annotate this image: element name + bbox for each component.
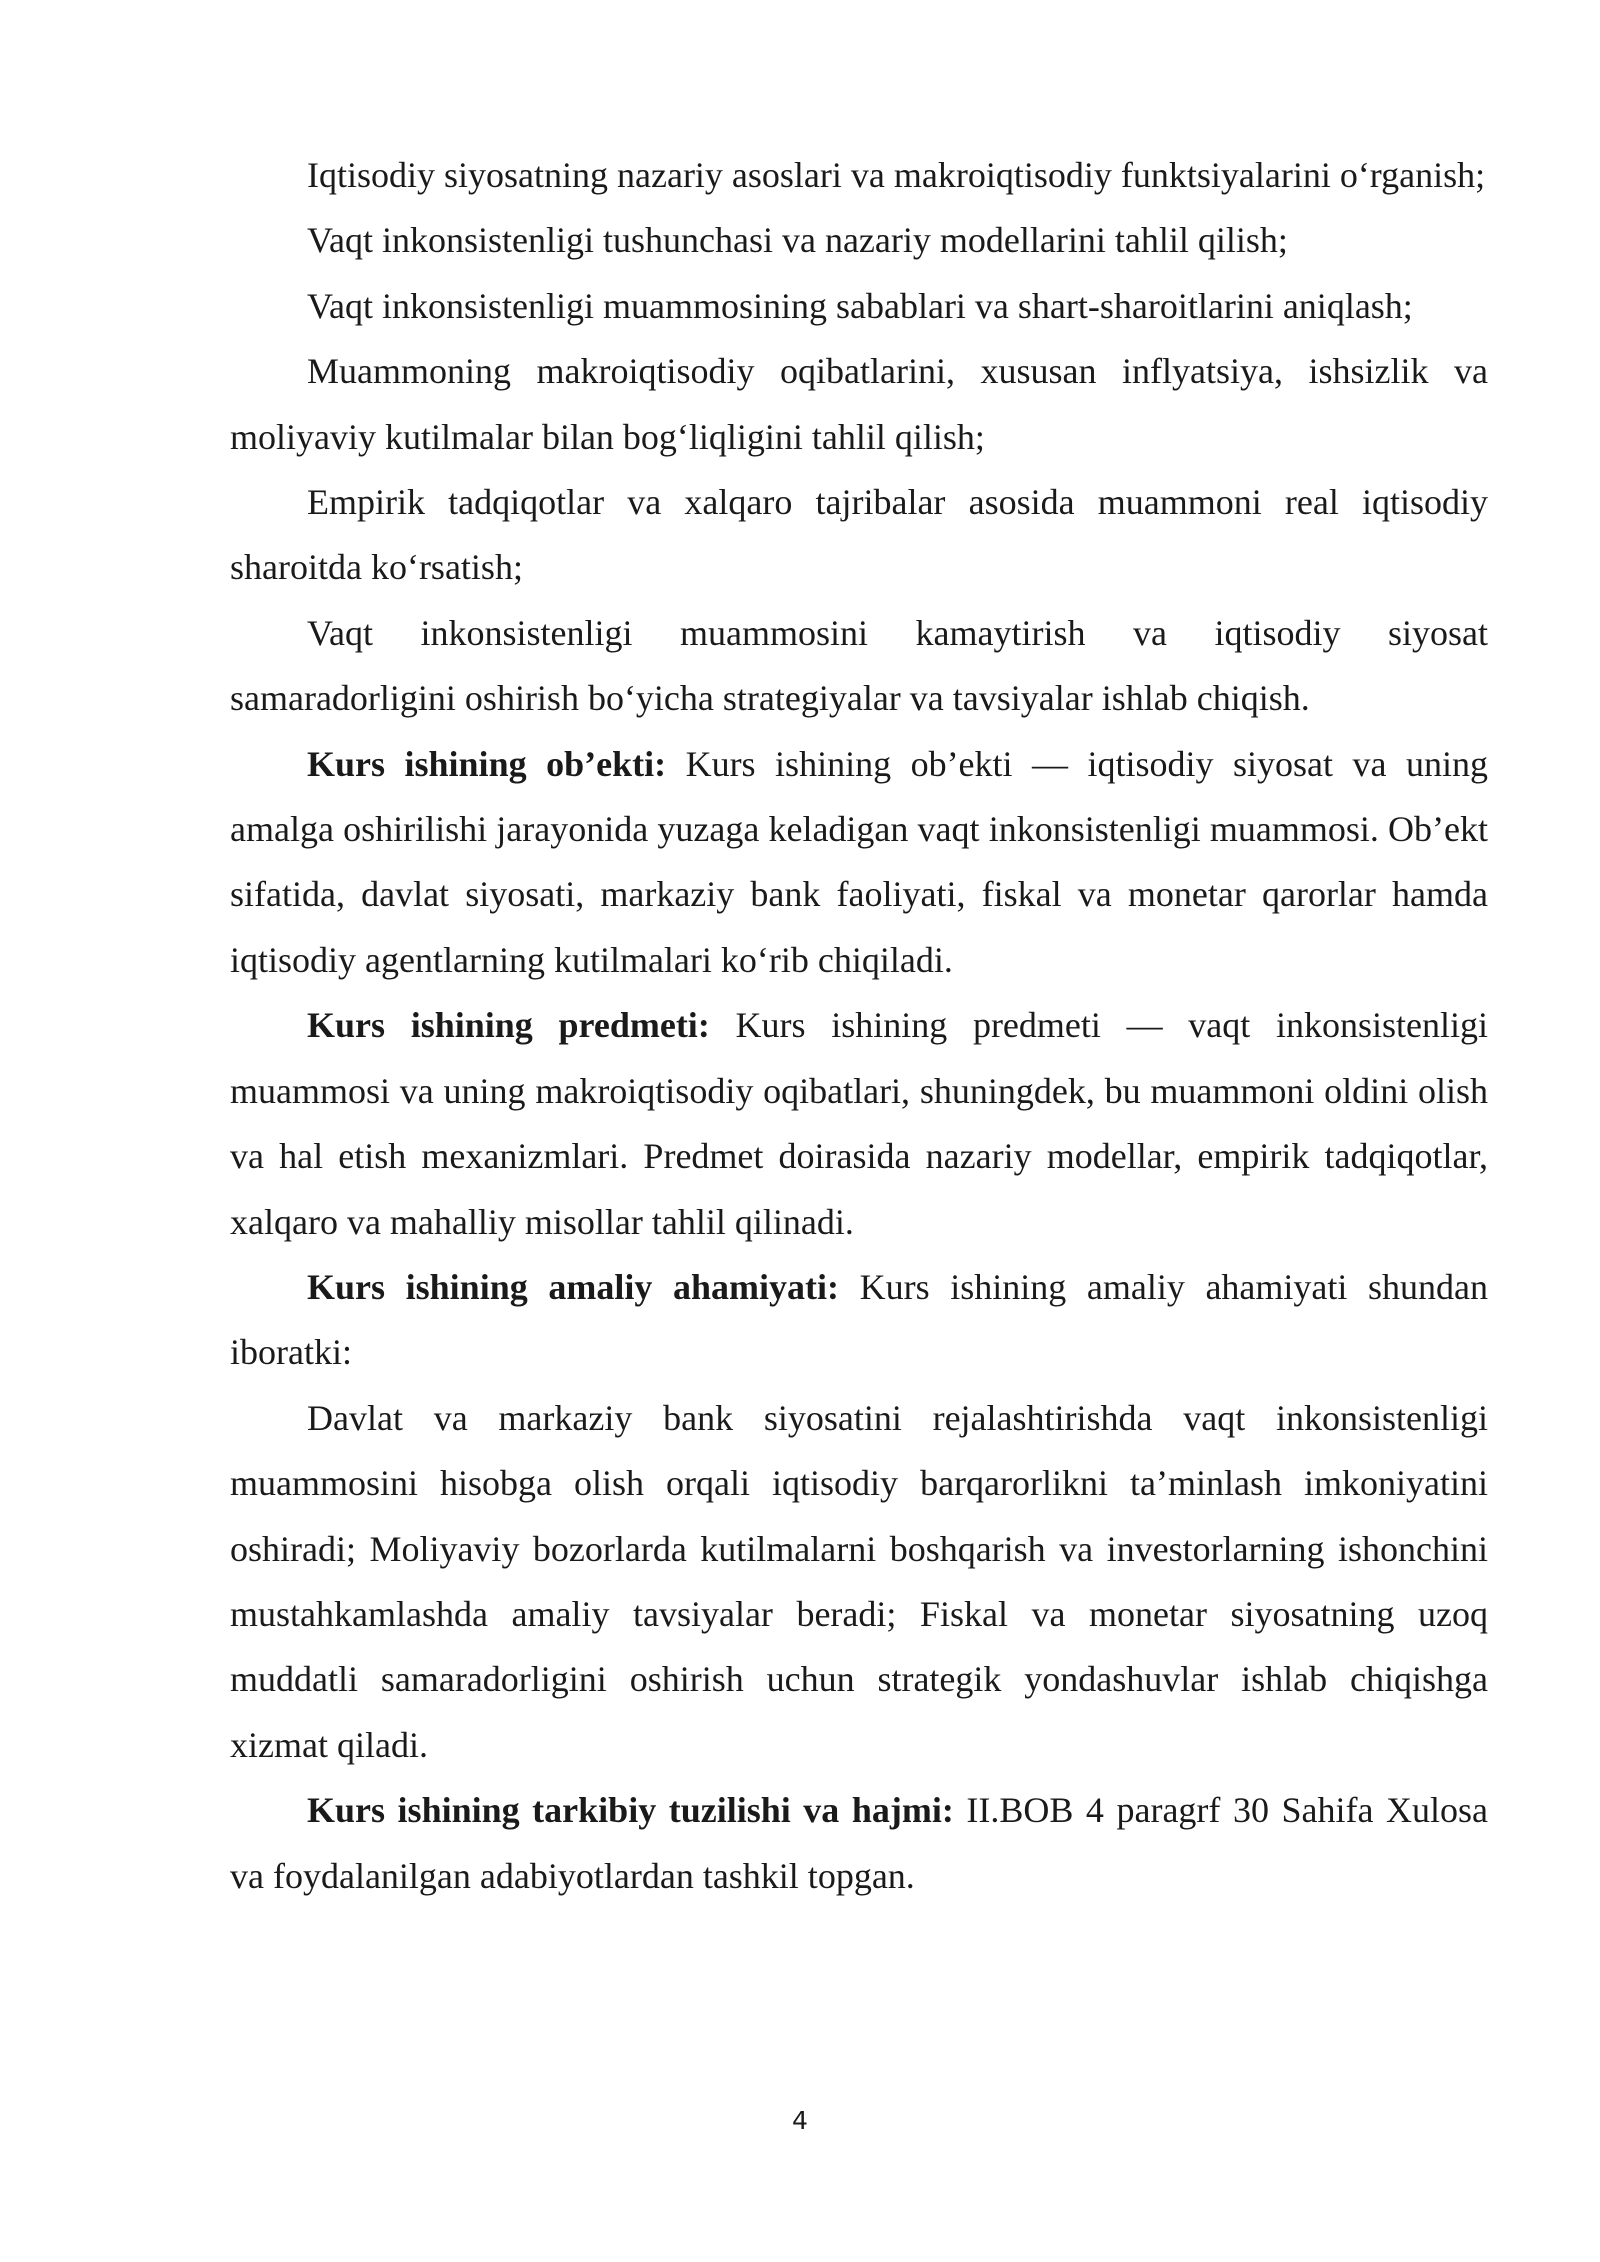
paragraph-lead: Kurs ishining amaliy ahamiyati: [307,1266,839,1307]
paragraph-lead: Kurs ishining predmeti: [307,1005,710,1046]
body-text [230,143,1488,1909]
paragraph-lead: Kurs ishining tarkibiy tuzilishi va hajmi: [307,1790,954,1831]
paragraph-text: Davlat va markaziy bank siyosatini rejalashtirishda vaqt inkonsistenligi muammosini hisobga olish orqali iqtisodiy barqarorlikni ta’minlash imkoniyatini oshiradi; Moliyaviy bozorlarda kutilmalarni boshqarish va investorlarning ishonchini mustahkamlashda amaliy tavsiyalar beradi; Fiskal va monetar siyosatning uzoq muddatli samaradorligini oshirish uchun strategik yondashuvlar ishlab chiqishga xizmat qiladi. [230,1397,1488,1765]
paragraph-goal-1 [230,143,1488,208]
paragraph-goal-6 [230,601,1488,732]
paragraph-text: Iqtisodiy siyosatning nazariy asoslari va makroiqtisodiy funktsiyalarini o‘rganish; [307,155,1486,195]
paragraph-lead: Kurs ishining ob’ekti: [307,743,667,784]
paragraph-goal-5 [230,470,1488,601]
paragraph-structure [230,1778,1488,1909]
paragraph-goal-4 [230,339,1488,470]
paragraph-text: Kurs ishining predmeti — vaqt inkonsistenligi muammosi va uning makroiqtisodiy oqibatlari, shuningdek, bu muammoni oldini olish va hal etish mexanizmlari. Predmet doirasida nazariy modellar, empirik tadqiqotlar, xalqaro va mahalliy misollar tahlil qilinadi. [230,1005,1489,1242]
paragraph-object [230,732,1488,994]
paragraph-goal-2 [230,208,1488,273]
paragraph-text: Kurs ishining ob’ekti — iqtisodiy siyosat va uning amalga oshirilishi jarayonida yuzaga keladigan vaqt inkonsistenligi muammosi. Ob’ekt sifatida, davlat siyosati, markaziy bank faoliyati, fiskal va monetar qarorlar hamda iqtisodiy agentlarning kutilmalari ko‘rib chiqiladi. [230,743,1488,980]
paragraph-text: Kurs ishining amaliy ahamiyati shundan iboratki: [230,1266,1489,1373]
paragraph-text: Vaqt inkonsistenligi muammosining sabablari va shart-sharoitlarini aniqlash; [307,285,1413,326]
page-number: 4 [792,2106,808,2135]
paragraph-significance-detail [230,1386,1488,1778]
paragraph-significance [230,1255,1488,1386]
paragraph-text: Vaqt inkonsistenligi tushunchasi va nazariy modellarini tahlil qilish; [307,220,1288,261]
paragraph-goal-3 [230,274,1488,339]
paragraph-text: Vaqt inkonsistenligi muammosini kamaytirish va iqtisodiy siyosat samaradorligini oshirish bo‘yicha strategiyalar va tavsiyalar ishlab chiqish. [230,612,1488,719]
paragraph-text: II.BOB 4 paragrf 30 Sahifa Xulosa va foydalanilgan adabiyotlardan tashkil topgan. [230,1790,1488,1896]
paragraph-text: Muammoning makroiqtisodiy oqibatlarini, xususan inflyatsiya, ishsizlik va moliyaviy kutilmalar bilan bog‘liqligini tahlil qilish; [230,351,1488,457]
paragraph-subject [230,993,1488,1255]
paragraph-text: Empirik tadqiqotlar va xalqaro tajribalar asosida muammoni real iqtisodiy sharoitda ko‘rsatish; [230,482,1488,588]
